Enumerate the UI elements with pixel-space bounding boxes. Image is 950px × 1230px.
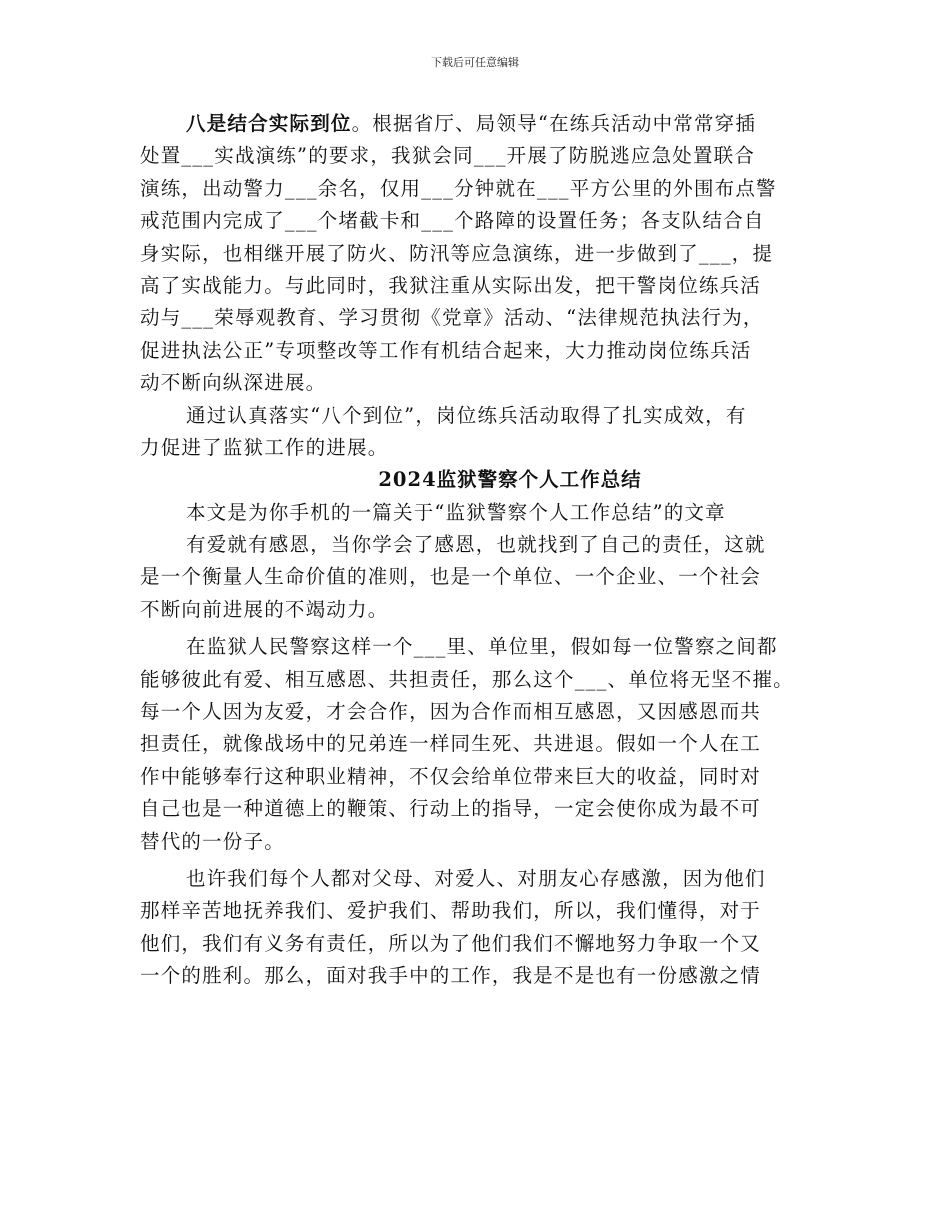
text-line: 处置___实战演练”的要求，我狱会同___开展了防脱逃应急处置联合 bbox=[140, 144, 756, 168]
page-header: 下载后可任意编辑 bbox=[431, 56, 519, 69]
text-line: 高了实战能力。与此同时，我狱注重从实际出发，把干警岗位练兵活 bbox=[140, 273, 762, 297]
text-line: 作中能够奉行这种职业精神，不仅会给单位带来巨大的收益，同时对 bbox=[140, 764, 762, 788]
paragraph-section2 bbox=[140, 400, 820, 465]
text-line bbox=[140, 108, 820, 140]
text-line: 能够彼此有爱、相互感恩、共担责任，那么这个___、单位将无坚不摧。 bbox=[140, 667, 794, 691]
article-paragraph-2 bbox=[140, 631, 820, 858]
document-body bbox=[140, 108, 820, 993]
text-line: 也许我们每个人都对父母、对爱人、对朋友心存感激，因为他们 bbox=[186, 867, 766, 890]
text-line: 一个的胜利。那么，面对我手中的工作，我是不是也有一份感激之情 bbox=[140, 964, 762, 988]
article-paragraph-1 bbox=[140, 529, 820, 626]
article-intro bbox=[140, 497, 820, 529]
text-line: 在监狱人民警察这样一个___里、单位里，假如每一位警察之间都 bbox=[186, 635, 778, 659]
text-line: 本文是为你手机的一篇关于“监狱警察个人工作总结”的文章 bbox=[186, 500, 726, 524]
text-line: 力促进了监狱工作的进展。 bbox=[140, 435, 389, 459]
text-line-content: 。根据省厅、局领导“在练兵活动中常常穿插 bbox=[351, 112, 757, 135]
lead-bold-text: 八是结合实际到位 bbox=[186, 112, 352, 135]
text-line: 动不断向纵深进展。 bbox=[140, 371, 327, 395]
text-line: 他们，我们有义务有责任，所以为了他们我们不懈地努力争取一个又 bbox=[140, 931, 762, 955]
text-line: 动与___荣辱观教育、学习贯彻《党章》活动、“法律规范执法行为， bbox=[140, 306, 764, 330]
text-line: 替代的一份子。 bbox=[140, 829, 285, 853]
text-line: 身实际，也相继开展了防火、防汛等应急演练，进一步做到了___，提 bbox=[140, 241, 774, 265]
article-paragraph-3 bbox=[140, 863, 820, 993]
text-line: 是一个衡量人生命价值的准则，也是一个单位、一个企业、一个社会 bbox=[140, 565, 762, 589]
text-line: 通过认真落实“八个到位”，岗位练兵活动取得了扎实成效，有 bbox=[186, 403, 747, 427]
text-line: 那样辛苦地抚养我们、爱护我们、帮助我们，所以，我们懂得，对于 bbox=[140, 899, 762, 923]
text-line: 自己也是一种道德上的鞭策、行动上的指导，一定会使你成为最不可 bbox=[140, 797, 762, 821]
article-title: 2024监狱警察个人工作总结 bbox=[378, 468, 642, 492]
paragraph-section1 bbox=[140, 108, 820, 400]
text-line: 戒范围内完成了___个堵截卡和___个路障的设置任务；各支队结合自 bbox=[140, 209, 765, 233]
text-line: 有爱就有感恩，当你学会了感恩，也就找到了自己的责任，这就 bbox=[186, 533, 766, 557]
text-line: 每一个人因为友爱，才会合作，因为合作而相互感恩，又因感恩而共 bbox=[140, 700, 762, 724]
text-line: 促进执法公正”专项整改等工作有机结合起来，大力推动岗位练兵活 bbox=[140, 338, 752, 362]
text-line: 担责任，就像战场中的兄弟连一样同生死、共进退。假如一个人在工 bbox=[140, 732, 762, 756]
text-line: 演练，出动警力___余名，仅用___分钟就在___平方公里的外围布点警 bbox=[140, 176, 777, 200]
text-line: 不断向前进展的不竭动力。 bbox=[140, 597, 389, 621]
